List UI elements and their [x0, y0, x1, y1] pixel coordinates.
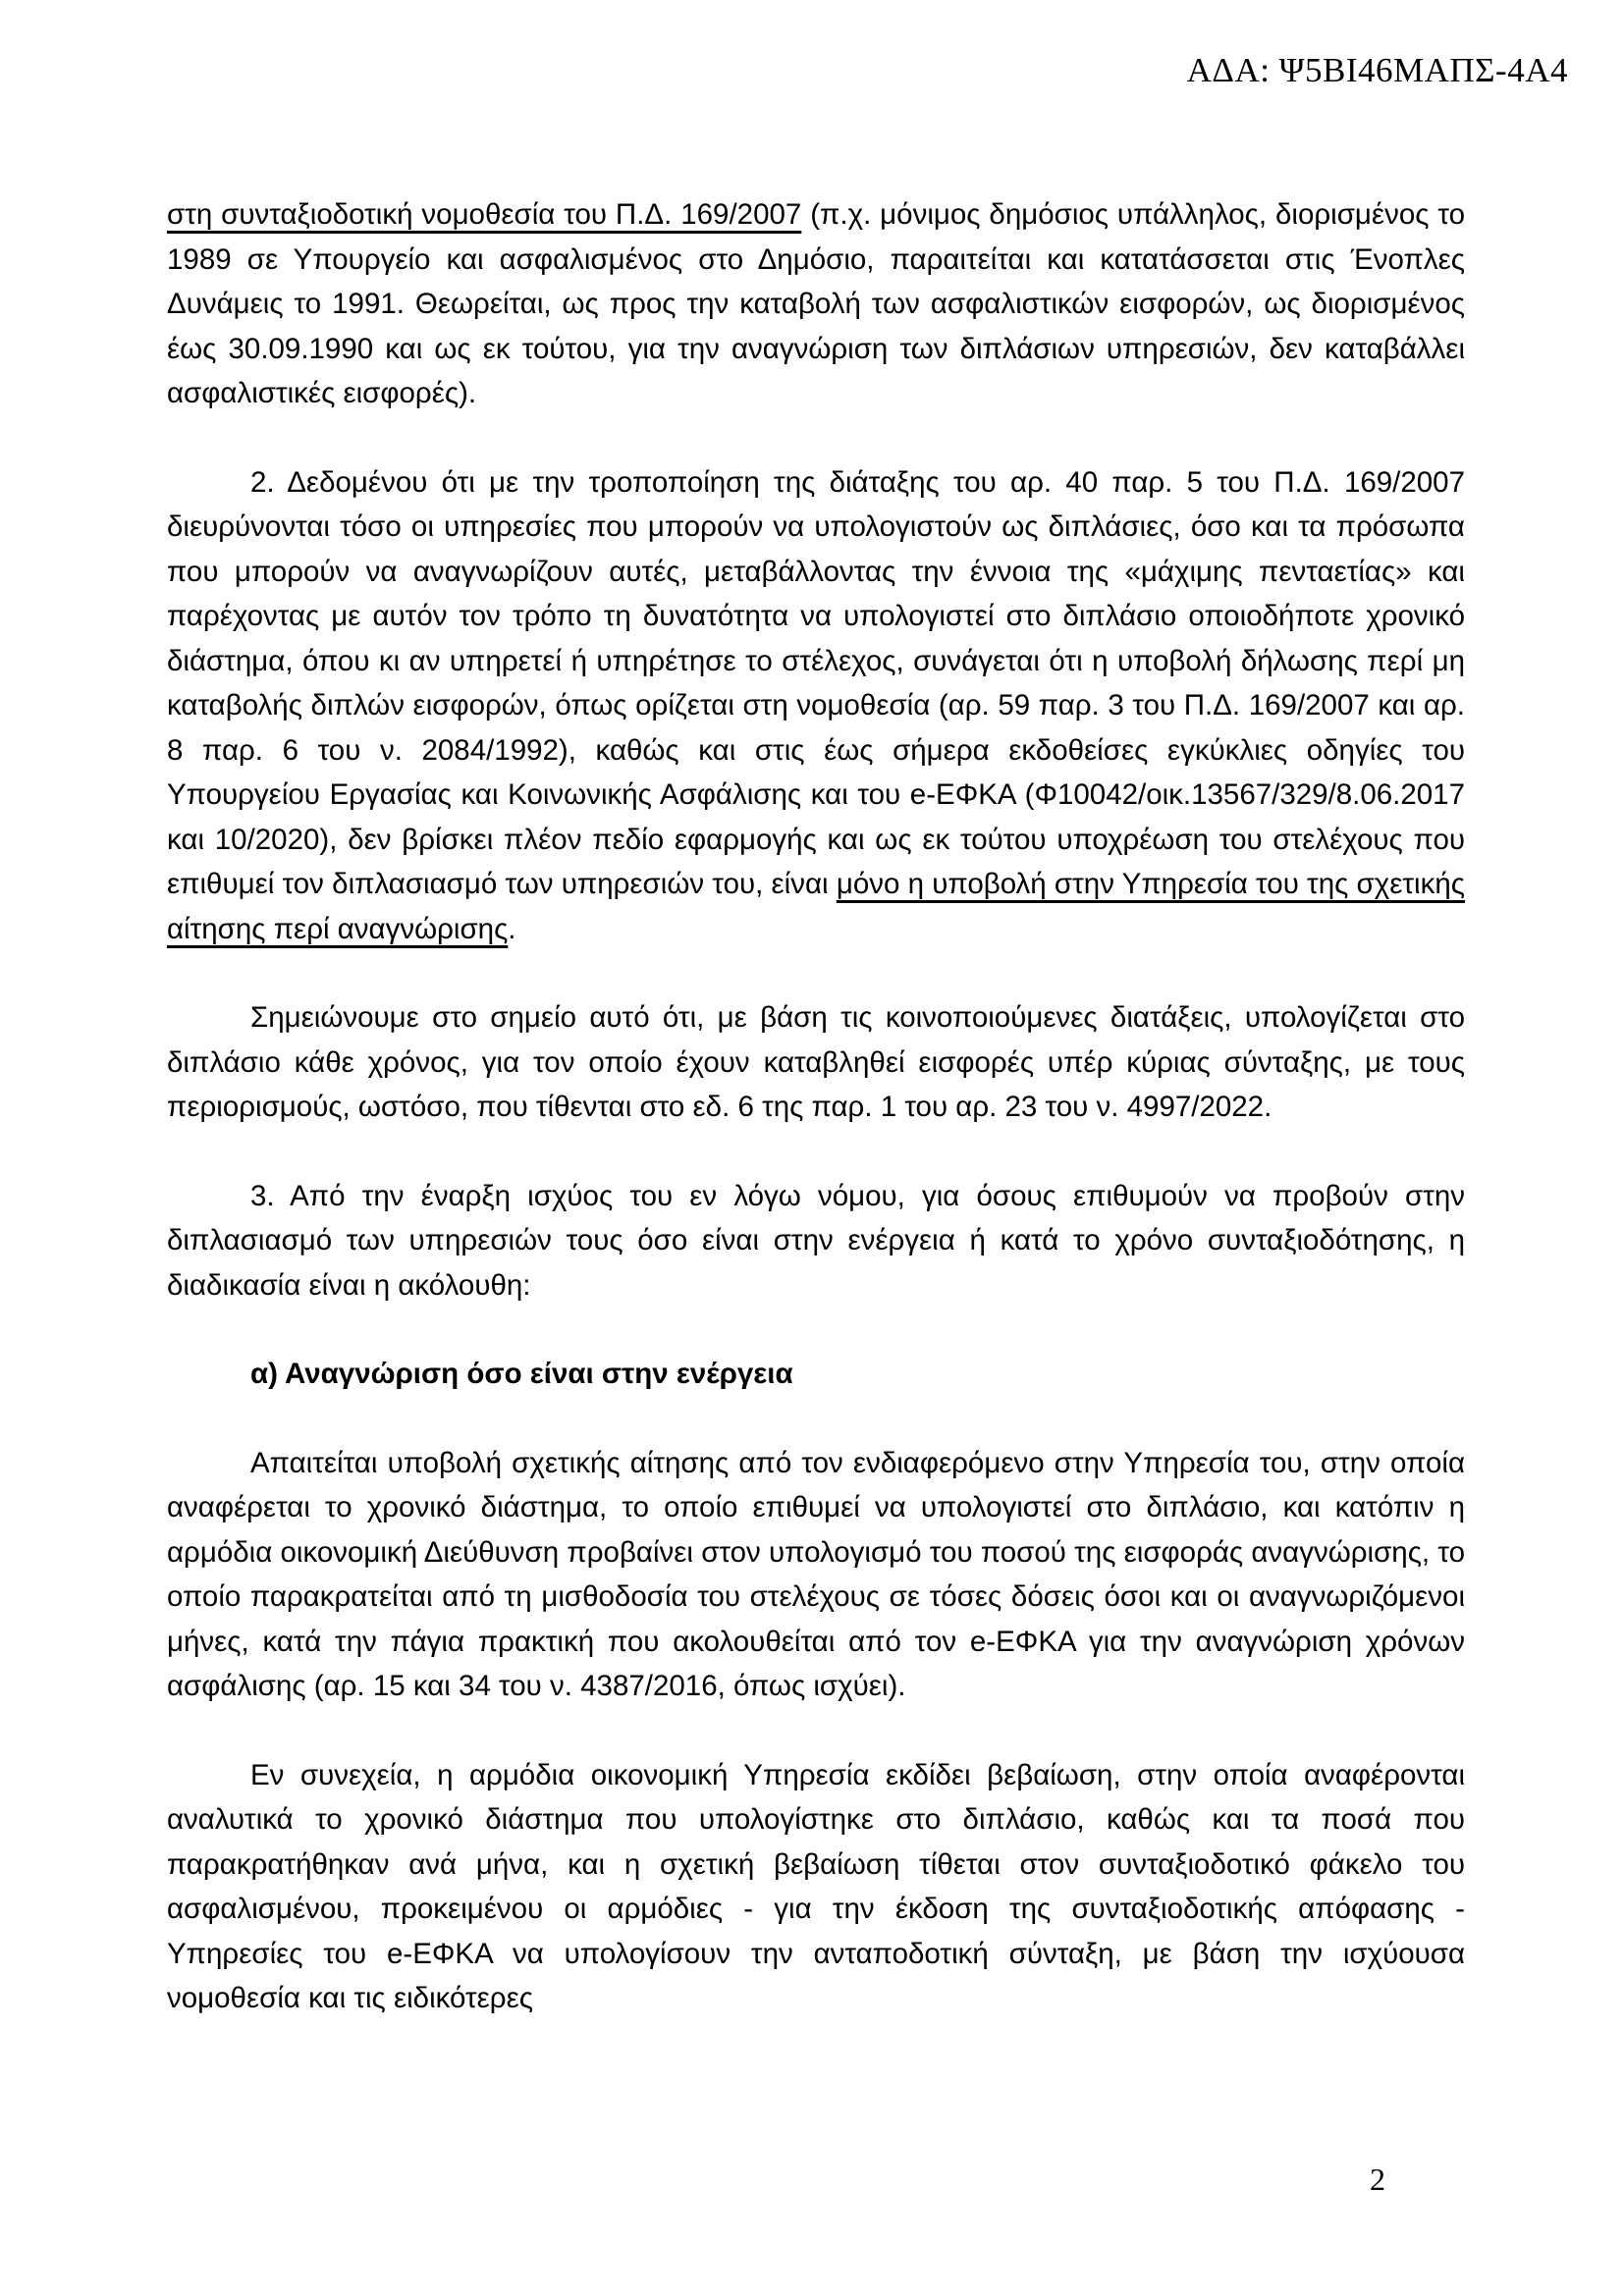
- paragraph-4: 3. Από την έναρξη ισχύος του εν λόγω νόμου, για όσους επιθυμούν να προβούν στην διπλασιασμό των υπηρεσιών τους όσο είναι στην ενέργεια ή κατά το χρόνο συνταξιοδότησης, η διαδικασία είναι η ακόλουθη:: [167, 1179, 1465, 1302]
- paragraph-2-underlined-text: μόνο η υποβολή στην Υπηρεσία του της σχετικής αίτησης περί αναγνώρισης: [167, 868, 1465, 945]
- section-heading-a: α) Αναγνώριση όσο είναι στην ενέργεια: [250, 1358, 793, 1390]
- paragraph-5: Απαιτείται υποβολή σχετικής αίτησης από τον ενδιαφερόμενο στην Υπηρεσία του, στην οποία αναφέρεται το χρονικό διάστημα, το οποίο επιθυμεί να υπολογιστεί στο διπλάσιο, και κατόπιν η αρμόδια οικονομική Διεύθυνση προβαίνει στον υπολογισμό του ποσού της εισφοράς αναγνώρισης, το οποίο παρακρατείται από τη μισθοδοσία του στελέχους σε τόσες δόσεις όσοι και οι αναγνωριζόμενοι μήνες, κατά την πάγια πρακτική που ακολουθείται από τον e-ΕΦΚΑ για την αναγνώριση χρόνων ασφάλισης (αρ. 15 και 34 του ν. 4387/2016, όπως ισχύει).: [167, 1446, 1465, 1702]
- page-number: 2: [1370, 2162, 1385, 2197]
- paragraph-1-underlined-text: στη συνταξιοδοτική νομοθεσία του Π.Δ. 169/2007: [167, 198, 802, 231]
- paragraph-2-text-start: 2. Δεδομένου ότι με την τροποποίηση της διάταξης του αρ. 40 παρ. 5 του Π.Δ. 169/2007 διευρύνονται τόσο οι υπηρεσίες που μπορούν να υπολογιστούν ως διπλάσιες, όσο και τα πρόσωπα που μπορούν να αναγνωρίζουν αυτές, μεταβάλλοντας την έννοια της «μάχιμης πενταετίας» και παρέχοντας με αυτόν τον τρόπο τη δυνατότητα να υπολογιστεί στο διπλάσιο οποιοδήποτε χρονικό διάστημα, όπου κι αν υπηρετεί ή υπηρέτησε το στέλεχος, συνάγεται ότι η υποβολή δήλωσης περί μη καταβολής διπλών εισφορών, όπως ορίζεται στη νομοθεσία (αρ. 59 παρ. 3 του Π.Δ. 169/2007 και αρ. 8 παρ. 6 του ν. 2084/1992), καθώς και στις έως σήμερα εκδοθείσες εγκύκλιες οδηγίες του Υπουργείου Εργασίας και Κοινωνικής Ασφάλισης και του e-ΕΦΚΑ (Φ10042/οικ.13567/329/8.06.2017 και 10/2020), δεν βρίσκει πλέον πεδίο εφαρμογής και ως εκ τούτου υποχρέωση του στελέχους που επιθυμεί τον διπλασιασμό των υπηρεσιών του, είναι: [167, 465, 1465, 900]
- document-body: [167, 192, 1465, 2065]
- paragraph-3: Σημειώνουμε στο σημείο αυτό ότι, με βάση τις κοινοποιούμενες διατάξεις, υπολογίζεται στο διπλάσιο κάθε χρόνος, για τον οποίο έχουν καταβληθεί εισφορές υπέρ κύριας σύνταξης, με τους περιορισμούς, ωστόσο, που τίθενται στο εδ. 6 της παρ. 1 του αρ. 23 του ν. 4997/2022.: [167, 1001, 1465, 1123]
- paragraph-1: [167, 192, 1465, 416]
- paragraph-1-text: (π.χ. μόνιμος δημόσιος υπάλληλος, διορισμένος το 1989 σε Υπουργείο και ασφαλισμένος στο Δημόσιο, παραιτείται και κατατάσσεται στις Ένοπλες Δυνάμεις το 1991. Θεωρείται, ως προς την καταβολή των ασφαλιστικών εισφορών, ως διορισμένος έως 30.09.1990 και ως εκ τούτου, για την αναγνώριση των διπλάσιων υπηρεσιών, δεν καταβάλλει ασφαλιστικές εισφορές).: [167, 198, 1465, 409]
- paragraph-2-text-end: .: [508, 912, 516, 945]
- paragraph-6: Εν συνεχεία, η αρμόδια οικονομική Υπηρεσία εκδίδει βεβαίωση, στην οποία αναφέρονται αναλυτικά το χρονικό διάστημα που υπολογίστηκε στο διπλάσιο, καθώς και τα ποσά που παρακρατήθηκαν ανά μήνα, και η σχετική βεβαίωση τίθεται στον συνταξιοδοτικό φάκελο του ασφαλισμένου, προκειμένου οι αρμόδιες - για την έκδοση της συνταξιοδοτικής απόφασης - Υπηρεσίες του e-ΕΦΚΑ να υπολογίσουν την ανταποδοτική σύνταξη, με βάση την ισχύουσα νομοθεσία και τις ειδικότερες: [167, 1758, 1465, 2014]
- paragraph-2: [167, 460, 1465, 952]
- ada-code: ΑΔΑ: Ψ5ΒΙ46ΜΑΠΣ-4Α4: [1186, 51, 1568, 89]
